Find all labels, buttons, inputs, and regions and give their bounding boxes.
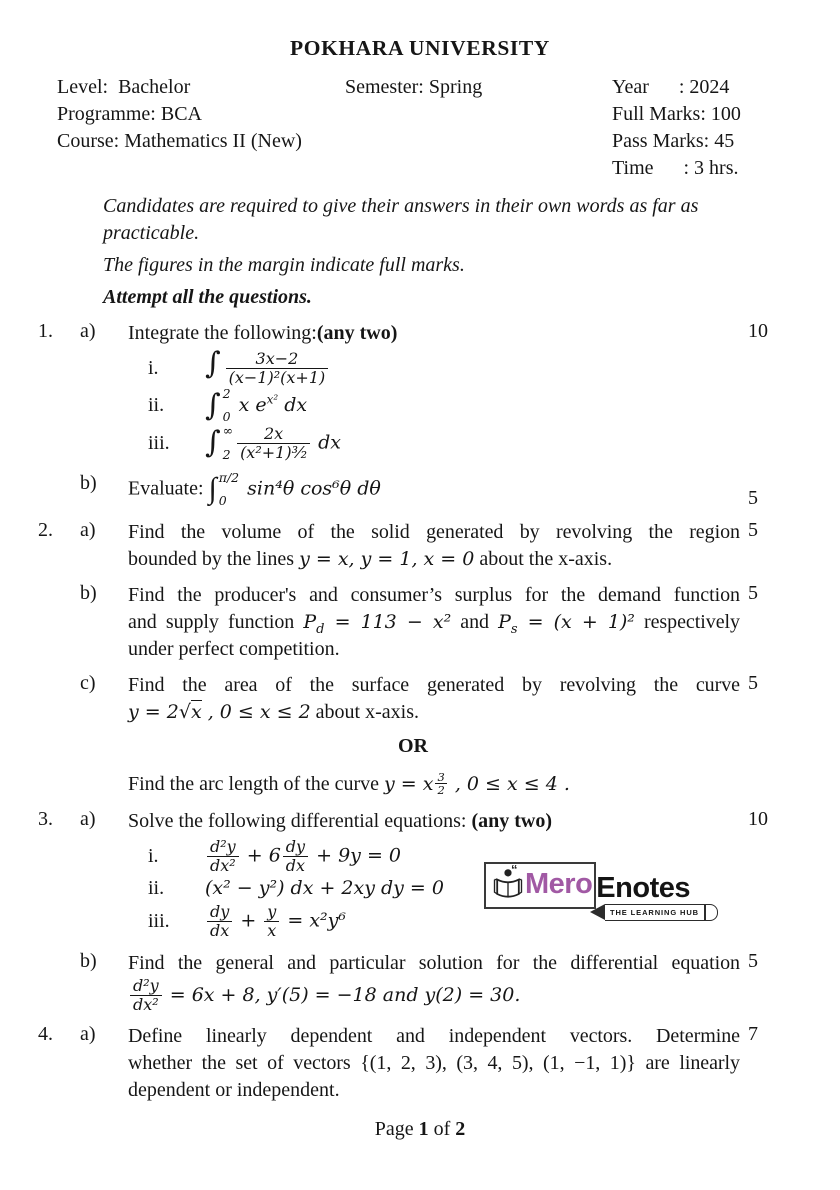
integral (205, 425, 233, 461)
lower-limit: 0 (222, 409, 231, 425)
reader-icon (491, 867, 525, 903)
question-letter: b) (80, 950, 97, 973)
exponent-fraction (435, 771, 446, 797)
item-label: i. (148, 844, 159, 867)
question-3a (38, 808, 840, 942)
radicand: x (190, 700, 202, 723)
equation-list (128, 838, 740, 941)
question-number: 2. (38, 518, 53, 541)
question-4a (38, 1023, 840, 1104)
formula: , 0 ≤ x ≤ 4 . (448, 772, 570, 795)
marks: 10 (748, 320, 768, 342)
formula: y = 2√x , 0 ≤ x ≤ 2 (128, 700, 311, 723)
denominator: 2 (437, 783, 445, 798)
exam-meta (57, 74, 840, 182)
item-label: iii. (148, 431, 170, 454)
item-label: iii. (148, 910, 170, 933)
integral-sign: ∫ (205, 424, 221, 460)
numerator: dy (207, 903, 232, 922)
denominator: dx (285, 855, 306, 875)
denominator: dx (210, 921, 230, 941)
meta-programme: Programme: BCA (57, 103, 202, 125)
integral-sign: ∫ (205, 346, 221, 382)
question-text: Find the arc length of the curve (128, 772, 385, 795)
meta-semester: Semester: Spring (345, 76, 483, 98)
question-text: and supply function $P_d = 113 - x^2$ and $P_s = (x + 1)^2$ respectively (128, 610, 740, 637)
meta-full-marks: Full Marks: 100 (612, 103, 741, 125)
math-fragment: dx (278, 393, 308, 416)
fraction (283, 838, 308, 875)
pencil-eraser-icon (705, 904, 718, 921)
question-number: 3. (38, 807, 53, 830)
upper-limit: 2 (222, 385, 231, 401)
question-text: Integrate the following:(any two) (128, 322, 398, 344)
question-2-or (38, 769, 840, 799)
question-number: 1. (38, 320, 53, 342)
numerator: dy (283, 838, 308, 857)
marks: 5 (748, 486, 758, 509)
denominator: (x−1)²(x+1) (228, 367, 326, 387)
page-total: 2 (455, 1118, 466, 1141)
page-title: POKHARA UNIVERSITY (290, 36, 550, 60)
formula: y = x, y = 1, x = 0 (299, 547, 475, 570)
question-text: Define linearly dependent and independent vectors. Determine (128, 1025, 740, 1048)
instructions (103, 193, 840, 311)
numerator: y (264, 903, 279, 922)
marks: 5 (748, 671, 758, 694)
formula (205, 425, 341, 462)
marks: 5 (748, 518, 758, 541)
question-text: Solve the following differential equations: (any two) (128, 809, 552, 832)
question-text: Evaluate: ∫ π/2 0 sin⁴θ cos⁶θ dθ (128, 469, 381, 509)
question-text: Find the area of the surface generated by revolving the curve (128, 673, 740, 696)
logo-tagline: THE LEARNING HUB (605, 904, 705, 921)
instruction-line: Attempt all the questions. (103, 286, 312, 308)
subscript: s (510, 621, 518, 637)
emphasis: (any two) (471, 809, 552, 832)
or-divider: OR (398, 734, 428, 757)
numerator: 3x−2 (226, 350, 329, 369)
fraction (207, 903, 232, 940)
marks: 10 (748, 807, 768, 830)
lower-limit: 2 (222, 446, 231, 462)
item-label: ii. (148, 877, 165, 900)
question-text: dependent or independent. (128, 1079, 340, 1102)
denominator: dx² (210, 855, 236, 875)
formula: $P_d = 113 - x^2$ (303, 610, 452, 637)
denominator: (x²+1)³⁄₂ (240, 442, 308, 462)
emphasis: (any two) (316, 322, 398, 344)
formula: (x² − y²) dx + 2xy dy = 0 (205, 877, 444, 900)
exponent: x² (266, 392, 279, 407)
page-number: 1 (418, 1118, 429, 1141)
meta-time: Time : 3 hrs. (612, 157, 739, 179)
question-text: bounded by the lines y = x, y = 1, x = 0 about the x-axis. (128, 547, 613, 570)
math-fragment: x e (232, 393, 267, 416)
meta-pass-marks: Pass Marks: 45 (612, 130, 735, 152)
item-label: ii. (148, 394, 165, 417)
marks: 7 (748, 1023, 758, 1046)
logo-text-mero: Mero (525, 868, 593, 901)
numerator: 3 (437, 769, 445, 784)
logo-frame (484, 862, 596, 909)
math-fragment: dx (312, 431, 341, 454)
page-footer: Page 1 of 2 (374, 1118, 466, 1141)
list-item (128, 385, 740, 425)
meroenotes-logo (484, 862, 739, 926)
question-3b (38, 950, 840, 1014)
question-2a (38, 519, 840, 573)
fraction (237, 425, 310, 462)
lower-limit: 0 (218, 493, 227, 509)
formula (205, 346, 330, 387)
question-text (128, 977, 740, 1014)
formula: $\frac{\text{d²y}}{\text{dx²}}$ + 6 $\frac{dy}{dx}$ + 9y = 0 (205, 838, 401, 875)
item-label: i. (148, 356, 159, 379)
question-1b (38, 469, 840, 510)
instruction-line: The figures in the margin indicate full marks. (103, 254, 465, 276)
question-letter: c) (80, 671, 96, 694)
integral-sign: ∫ (208, 472, 217, 506)
denominator: dx² (133, 995, 159, 1015)
marks: 5 (748, 950, 758, 973)
meta-level: Level: Bachelor (57, 76, 191, 98)
upper-limit: ∞ (222, 423, 234, 439)
numerator: d²y (130, 977, 162, 996)
question-letter: a) (80, 807, 96, 830)
fraction (130, 977, 162, 1014)
question-1a (38, 320, 840, 463)
fraction (226, 350, 329, 387)
instruction-line: Candidates are required to give their answers in their own words as far as practicable. (103, 195, 699, 244)
question-text: whether the set of vectors {(1, 2, 3), (3, 4, 5), (1, −1, 1)} are linearly (128, 1052, 740, 1075)
formula: y = x (384, 772, 434, 795)
question-letter: b) (80, 471, 97, 494)
fraction (207, 838, 239, 875)
logo-text-enotes: Enotes (596, 871, 690, 904)
formula: $\frac{dy}{dx}$ + $\frac{y}{x}$ = x²y⁶ (205, 903, 346, 940)
integral-sign: ∫ (205, 387, 221, 423)
question-text: Find the producer's and consumer’s surplus for the demand function (128, 583, 740, 606)
formula: sin⁴θ cos⁶θ dθ (241, 477, 381, 500)
question-2b (38, 582, 840, 663)
quote-icon: “ (511, 861, 518, 877)
formula: $P_s = (x + 1)^2$ (498, 610, 635, 637)
question-letter: a) (80, 320, 96, 342)
question-text: under perfect competition. (128, 637, 340, 660)
question-text: y = 2√x , 0 ≤ x ≤ 2 about x-axis. (128, 700, 419, 723)
radical-sign: √ (178, 700, 191, 723)
question-number: 4. (38, 1023, 53, 1046)
numerator: d²y (207, 838, 239, 857)
fraction (264, 903, 279, 940)
marks: 5 (748, 581, 758, 604)
subscript: d (316, 621, 325, 637)
upper-limit: π/2 (218, 469, 240, 485)
integral (205, 385, 231, 425)
list-item (128, 346, 740, 387)
denominator: x (267, 921, 277, 941)
question-text: Find the general and particular solution for the differential equation (128, 952, 740, 975)
formula (205, 385, 308, 425)
integral (208, 469, 240, 509)
list-item (128, 425, 740, 462)
meta-year: Year : 2024 (612, 76, 730, 98)
integral-list (128, 346, 740, 462)
pencil-banner-icon (590, 904, 718, 921)
question-letter: a) (80, 518, 96, 541)
question-2c (38, 672, 840, 726)
numerator: 2x (237, 425, 310, 444)
pencil-tip-icon (590, 904, 605, 920)
formula: $\frac{\text{d²y}}{\text{dx²}}$ = 6x + 8, y′(5) = −18 and y(2) = 30. (128, 984, 520, 1006)
question-text: Find the volume of the solid generated by revolving the region (128, 520, 740, 543)
question-letter: a) (80, 1023, 96, 1046)
meta-course: Course: Mathematics II (New) (57, 130, 302, 152)
question-letter: b) (80, 581, 97, 604)
